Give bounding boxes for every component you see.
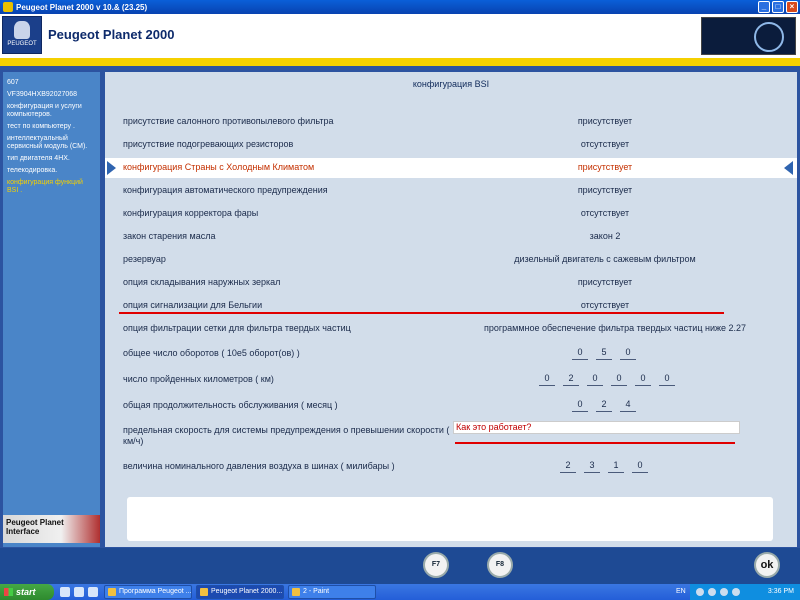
- brand-badge-image: [701, 17, 796, 55]
- config-row-label: закон старения масла: [123, 231, 216, 241]
- numeric-row-label: общая продолжительность обслуживания ( месяц ): [123, 400, 338, 410]
- taskbar-item[interactable]: [196, 585, 284, 599]
- digit-field[interactable]: 0: [611, 372, 627, 386]
- config-row[interactable]: [105, 250, 797, 270]
- tray-icon[interactable]: [696, 588, 704, 596]
- config-row-label: опция фильтрации сетки для фильтра твердых частиц: [123, 323, 351, 333]
- annotation-text-box: Как это работает?: [453, 421, 740, 434]
- digit-field[interactable]: 0: [587, 372, 603, 386]
- system-tray: [676, 584, 800, 600]
- config-row[interactable]: [105, 273, 797, 293]
- program-icon: [200, 588, 208, 596]
- tray-icon[interactable]: [720, 588, 728, 596]
- planet-interface-logo-text: Peugeot Planet Interface: [6, 518, 64, 536]
- config-row-value: присутствует: [577, 277, 633, 287]
- close-button[interactable]: ×: [786, 1, 798, 13]
- config-row-value: отсутствует: [580, 300, 630, 310]
- red-annotation-underline: [119, 312, 724, 314]
- config-row-value: присутствует: [577, 162, 633, 172]
- digit-fields: [572, 398, 644, 412]
- tray-icon[interactable]: [708, 588, 716, 596]
- app-title: Peugeot Planet 2000: [48, 27, 175, 42]
- digit-field[interactable]: 0: [632, 459, 648, 473]
- selection-arrow-right-icon[interactable]: [784, 161, 793, 175]
- digit-field[interactable]: 0: [659, 372, 675, 386]
- digit-field[interactable]: 4: [620, 398, 636, 412]
- digit-field[interactable]: 0: [620, 346, 636, 360]
- digit-fields: [560, 459, 656, 473]
- language-indicator[interactable]: EN: [676, 588, 686, 595]
- numeric-row: [105, 396, 797, 416]
- maximize-button[interactable]: □: [772, 1, 784, 13]
- config-row-value: закон 2: [589, 231, 621, 241]
- peugeot-logo: [2, 16, 42, 54]
- config-row-selected[interactable]: [105, 158, 797, 178]
- config-row-value: дизельный двигатель с сажевым фильтром: [514, 254, 696, 264]
- config-row-label: присутствие подогревающих резисторов: [123, 139, 294, 149]
- config-row-label: конфигурация автоматического предупреждения: [123, 185, 328, 195]
- digit-field[interactable]: 0: [572, 398, 588, 412]
- numeric-row: [105, 370, 797, 390]
- paint-icon: [292, 588, 300, 596]
- digit-field[interactable]: 2: [596, 398, 612, 412]
- config-row[interactable]: [105, 135, 797, 155]
- digit-field[interactable]: 1: [608, 459, 624, 473]
- app-header: [0, 14, 800, 58]
- config-row-label: опция сигнализации для Бельгии: [123, 300, 263, 310]
- digit-field[interactable]: 5: [596, 346, 612, 360]
- red-annotation-underline: [455, 442, 735, 444]
- sidebar-item-model[interactable]: 607: [7, 79, 19, 86]
- taskbar-item[interactable]: [288, 585, 376, 599]
- sidebar-item-config-services[interactable]: конфигурация и услуги компьютеров.: [7, 103, 82, 118]
- sidebar-item-service-module[interactable]: интеллектуальный сервисный модуль (СМ).: [7, 135, 88, 150]
- numeric-row-label: общее число оборотов ( 10e5 оборот(ов) ): [123, 348, 300, 358]
- f8-print-button[interactable]: F8: [487, 552, 513, 578]
- config-row[interactable]: [105, 204, 797, 224]
- numeric-row-label: число пройденных километров ( км): [123, 374, 274, 384]
- ie-quicklaunch-icon[interactable]: [60, 587, 70, 597]
- windows-flag-icon: [4, 588, 13, 596]
- explorer-quicklaunch-icon[interactable]: [74, 587, 84, 597]
- config-row[interactable]: [105, 181, 797, 201]
- bsi-config-panel: [105, 72, 797, 547]
- config-row-label: опция складывания наружных зеркал: [123, 277, 281, 287]
- window-titlebar[interactable]: [0, 0, 800, 14]
- start-button[interactable]: [0, 584, 54, 600]
- digit-fields: [572, 346, 644, 360]
- app-icon: [3, 2, 13, 12]
- ok-button[interactable]: ok: [754, 552, 780, 578]
- taskbar: [0, 584, 800, 600]
- taskbar-item-label: Программа Peugeot ...: [119, 588, 192, 595]
- numeric-row-label: предельная скорость для системы предупреждения о превышении скорости ( км/ч): [123, 425, 450, 446]
- taskbar-item-label: 2 - Paint: [303, 588, 330, 595]
- sidebar-item-engine-type[interactable]: тип двигателя 4НХ.: [7, 155, 70, 162]
- digit-field[interactable]: 2: [563, 372, 579, 386]
- message-area: [127, 497, 773, 541]
- volume-icon[interactable]: [732, 588, 740, 596]
- logo-text: PEUGEOT: [7, 41, 37, 47]
- window-title: Peugeot Planet 2000 v 10.& (23.25): [16, 2, 148, 12]
- config-row[interactable]: [105, 112, 797, 132]
- config-row-value: отсутствует: [580, 139, 630, 149]
- program-icon: [108, 588, 116, 596]
- f7-button[interactable]: F7: [423, 552, 449, 578]
- config-row-value: отсутствует: [580, 208, 630, 218]
- planet-interface-logo: [3, 515, 100, 543]
- bottom-toolbar: [0, 548, 800, 584]
- digit-field[interactable]: 0: [539, 372, 555, 386]
- selection-arrow-left-icon[interactable]: [107, 161, 116, 175]
- config-row-label: конфигурация Страны с Холодным Климатом: [123, 162, 315, 172]
- sidebar-item-computer-test[interactable]: тест по компьютеру .: [7, 123, 75, 130]
- config-row-value: присутствует: [577, 116, 633, 126]
- numeric-row: [105, 344, 797, 364]
- signal-ring-icon: [754, 22, 784, 52]
- numeric-row: [105, 457, 797, 477]
- sidebar: [3, 72, 100, 547]
- digit-field[interactable]: 3: [584, 459, 600, 473]
- lion-icon: [14, 21, 30, 39]
- taskbar-item[interactable]: [104, 585, 192, 599]
- header-accent-strip: [0, 58, 800, 66]
- taskbar-item-label: Peugeot Planet 2000...: [211, 588, 283, 595]
- config-row-label: присутствие салонного противопылевого фильтра: [123, 116, 334, 126]
- config-row-value: программное обеспечение фильтра твердых частиц ниже 2.27: [483, 323, 747, 333]
- config-row-label: резервуар: [123, 254, 166, 264]
- digit-field[interactable]: 0: [572, 346, 588, 360]
- digit-fields: [539, 372, 683, 386]
- numeric-row-label: величина номинального давления воздуха в шинах ( милибары ): [123, 461, 395, 471]
- config-row[interactable]: [105, 227, 797, 247]
- sidebar-item-telecoding[interactable]: телекодировка.: [7, 167, 58, 174]
- sidebar-item-vin[interactable]: VF3904HXB92027068: [7, 91, 78, 98]
- sidebar-item-bsi-config[interactable]: конфигурация функций BSI .: [7, 179, 83, 194]
- minimize-button[interactable]: _: [758, 1, 770, 13]
- config-row[interactable]: [105, 319, 797, 339]
- digit-field[interactable]: 2: [560, 459, 576, 473]
- clock[interactable]: 3:36 PM: [767, 588, 794, 595]
- start-label: start: [16, 587, 36, 597]
- config-row-value: присутствует: [577, 185, 633, 195]
- panel-title: конфигурация BSI: [412, 79, 490, 89]
- digit-field[interactable]: 0: [635, 372, 651, 386]
- config-row-label: конфигурация корректора фары: [123, 208, 259, 218]
- media-quicklaunch-icon[interactable]: [88, 587, 98, 597]
